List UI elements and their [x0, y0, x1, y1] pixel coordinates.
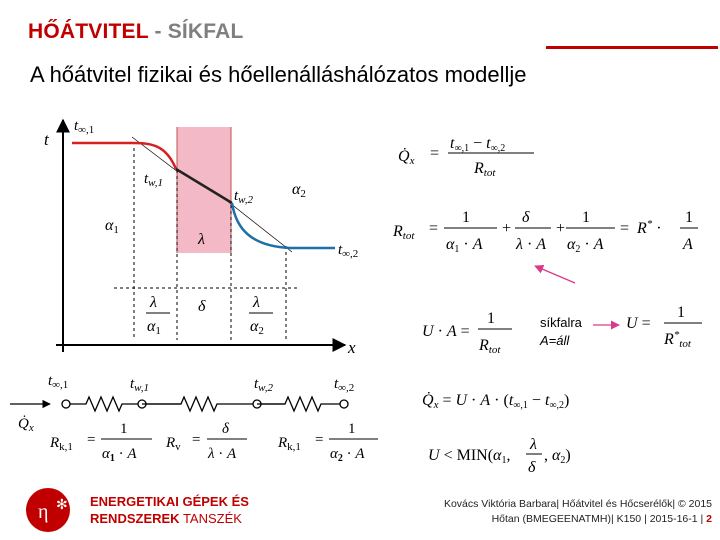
logo-text: [90, 493, 249, 527]
logo-line2-bold: RENDSZEREK: [90, 511, 180, 526]
svg-text:t∞,1 − t∞,2: t∞,1 − t∞,2: [450, 135, 506, 154]
svg-text:U =: U =: [626, 315, 651, 332]
title-sub: SÍKFAL: [167, 20, 244, 43]
title-separator: -: [148, 20, 168, 43]
svg-text:λ: λ: [198, 231, 205, 248]
svg-text:U · A =: U · A =: [422, 323, 470, 340]
svg-text:1: 1: [120, 421, 128, 437]
svg-text:1: 1: [685, 209, 693, 226]
footer-line2: Hőtan (BMEGEENATMH)| K150 | 2015-16-1 |: [491, 513, 707, 525]
svg-text:+: +: [502, 220, 512, 237]
svg-text:λ · A: λ · A: [516, 236, 547, 253]
title-main: HŐÁTVITEL: [28, 20, 149, 43]
svg-text:α1 · A: α1 · A: [446, 236, 483, 255]
annotation-line2: A=áll: [540, 333, 570, 348]
svg-text:1: 1: [582, 209, 590, 226]
svg-text:1: 1: [487, 310, 495, 327]
fluid2-profile: [232, 203, 335, 248]
thermal-resistance-network: [10, 373, 378, 464]
svg-text:t∞,1: $t_{\infty,1}$: [74, 118, 95, 136]
svg-text:R*tot: $R^*_{tot}$: [664, 329, 691, 350]
svg-text:=: =: [429, 220, 439, 237]
svg-text:=: =: [87, 432, 96, 448]
svg-text:t∞,2: $t_{\infty,2}$: [334, 376, 355, 394]
footer-line1: Kovács Viktória Barbara| Hőátvitel és Hőcserélők| © 2015: [443, 498, 712, 510]
svg-text:1: 1: [462, 209, 470, 226]
svg-text:=: =: [430, 145, 440, 162]
svg-text:tw,1: $t_{w,1}$: [130, 376, 149, 394]
footer: [400, 497, 712, 527]
svg-text:+: +: [556, 220, 566, 237]
svg-text:α2: α2: [250, 318, 264, 337]
svg-text:Q̇x: Q̇x: [398, 148, 415, 167]
svg-text:Q̇x: $Q̇_x$: [18, 416, 34, 434]
resistor-chain: [66, 397, 344, 411]
temperature-profile-plot: [44, 118, 358, 357]
svg-text:t∞,1: $t_{\infty,1}$: [48, 373, 69, 391]
svg-text:η: η: [38, 501, 49, 523]
svg-text:tw,1: $t_{w,1}$: [144, 171, 163, 189]
svg-text:Rtot: Rtot: [479, 337, 501, 356]
svg-text:Rtot: Rtot: [474, 160, 496, 179]
svg-text:α1: α1: [105, 217, 119, 236]
svg-text:λ · A: λ · A: [208, 446, 237, 462]
svg-text:δ: δ: [528, 459, 536, 476]
svg-text:✻: ✻: [56, 498, 68, 513]
svg-text:α1 · A: $\alpha_1 \cdot A$: [102, 446, 137, 464]
equations: [392, 135, 702, 476]
slide-subtitle: A hőátvitel fizikai és hőellenálláshálózatos modellje: [30, 62, 527, 87]
svg-text:tw,2: $t_{w,2}$: [254, 376, 273, 394]
svg-text:=: =: [315, 432, 324, 448]
svg-text:t: t: [44, 130, 49, 149]
logo-line1: ENERGETIKAI GÉPEK ÉS: [90, 494, 249, 509]
svg-text:A: A: [683, 236, 693, 253]
svg-text:=: =: [620, 220, 630, 237]
svg-text:Rtot: Rtot: [393, 223, 415, 242]
svg-text:t∞,2: $t_{\infty,2}$: [338, 242, 359, 260]
svg-text:δ: δ: [222, 421, 229, 437]
annotation-arrow: [535, 266, 575, 283]
svg-text:tw,2: $t_{w,2}$: [234, 188, 253, 206]
svg-text:R* ·: R* ·: [637, 218, 662, 237]
page-number: 2: [706, 513, 712, 525]
svg-text:Rk,1: $R_{k,1}$: [278, 435, 301, 453]
svg-text:α2 · A: α2 · A: [567, 236, 604, 255]
svg-text:α2 · A: $\alpha_2 \cdot A$: [330, 446, 365, 464]
logo-line2-thin: TANSZÉK: [179, 511, 242, 526]
svg-text:Q̇x = U · A · (t∞,1 − t∞,2): Q̇x = U · A · (t∞,1 − t∞,2): [422, 392, 570, 411]
svg-text:Rv: $R_v$: [166, 435, 181, 453]
svg-text:λ: λ: [253, 294, 260, 311]
svg-text:λ: λ: [150, 294, 157, 311]
svg-text:δ: δ: [522, 209, 530, 226]
svg-text:U < MIN(α1,: U < MIN(α1,: [428, 447, 511, 466]
fluid1-profile: [72, 143, 176, 169]
svg-text:=: =: [192, 432, 201, 448]
svg-text:1: 1: [677, 304, 685, 321]
svg-text:Rk,1: $R_{k,1}$: [50, 435, 73, 453]
svg-text:α1: α1: [147, 318, 161, 337]
svg-text:λ: λ: [530, 436, 537, 453]
svg-text:, α2): , α2): [544, 447, 571, 466]
svg-text:δ: δ: [198, 298, 206, 315]
svg-text:1: 1: [348, 421, 356, 437]
svg-text:α2: α2: [292, 181, 306, 200]
svg-text:x: x: [348, 338, 356, 357]
annotation-line1: síkfalra: [540, 315, 582, 330]
